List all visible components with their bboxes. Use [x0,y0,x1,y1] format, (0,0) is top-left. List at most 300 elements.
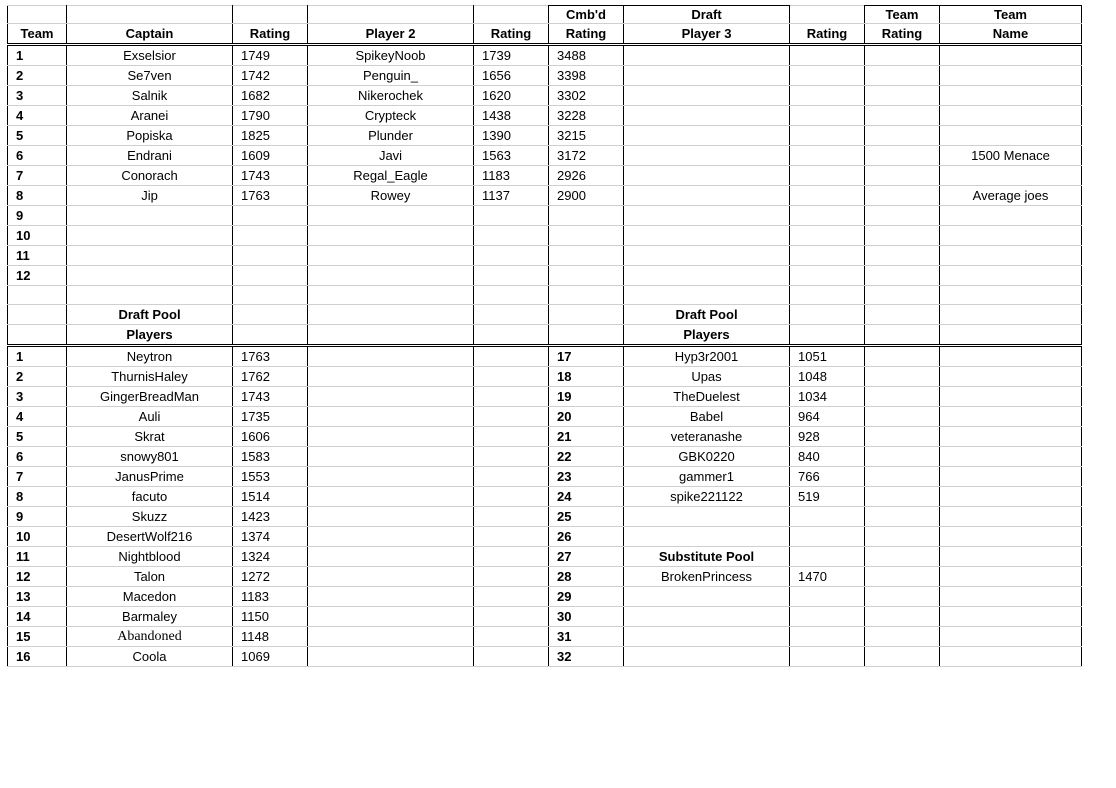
empty-cell[interactable] [308,567,474,587]
team-team-cell[interactable]: 1 [8,45,67,66]
empty-cell[interactable] [940,647,1082,667]
pool-rating-cell[interactable]: 1583 [233,447,308,467]
team-player2-cell[interactable]: Crypteck [308,106,474,126]
team-captain-cell[interactable]: Salnik [67,86,233,106]
pool-rating-cell[interactable]: 1423 [233,507,308,527]
header-cell[interactable] [308,6,474,24]
team-team-name-cell[interactable] [940,206,1082,226]
empty-cell[interactable] [308,367,474,387]
team-team-rating-cell[interactable] [865,45,940,66]
empty-cell[interactable] [308,587,474,607]
team-rating-cell[interactable] [233,246,308,266]
team-team-rating-cell[interactable] [865,66,940,86]
team-team-name-cell[interactable]: 1500 Menace [940,146,1082,166]
team-combined-cell[interactable] [549,206,624,226]
pool-rating-cell[interactable]: 1553 [233,467,308,487]
empty-cell[interactable] [940,607,1082,627]
team-rating-cell[interactable]: 1790 [233,106,308,126]
pool-player-cell[interactable]: GBK0220 [624,447,790,467]
empty-cell[interactable] [308,607,474,627]
pool-player-cell[interactable]: spike221122 [624,487,790,507]
team-team-rating-cell[interactable] [865,206,940,226]
team-team-rating-cell[interactable] [865,266,940,286]
team-team-cell[interactable]: 11 [8,246,67,266]
header-cell[interactable]: Rating [865,24,940,45]
team-captain-cell[interactable]: Popiska [67,126,233,146]
empty-cell[interactable] [8,325,67,346]
empty-cell[interactable] [940,487,1082,507]
team-rating2-cell[interactable]: 1390 [474,126,549,146]
team-player2-cell[interactable]: SpikeyNoob [308,45,474,66]
pool-player-cell[interactable] [624,507,790,527]
pool-player-cell[interactable]: Hyp3r2001 [624,346,790,367]
pool-rating-cell[interactable]: 1763 [233,346,308,367]
team-player3-cell[interactable] [624,45,790,66]
pool-rating-cell[interactable]: 1051 [790,346,865,367]
empty-cell[interactable] [474,427,549,447]
pool-rating-cell[interactable]: 1048 [790,367,865,387]
team-rating-cell[interactable]: 1763 [233,186,308,206]
empty-cell[interactable] [474,567,549,587]
pool-number-cell[interactable]: 11 [8,547,67,567]
team-combined-cell[interactable]: 3215 [549,126,624,146]
team-team-cell[interactable]: 7 [8,166,67,186]
pool-number-cell[interactable]: 31 [549,627,624,647]
pool-player-cell[interactable]: Coola [67,647,233,667]
empty-cell[interactable] [865,487,940,507]
pool-number-cell[interactable]: 2 [8,367,67,387]
pool-subtitle-cell[interactable]: Players [67,325,233,346]
empty-cell[interactable] [865,547,940,567]
header-cell[interactable]: Draft [624,6,790,24]
pool-rating-cell[interactable]: 1762 [233,367,308,387]
empty-cell[interactable] [474,547,549,567]
pool-rating-cell[interactable]: 1272 [233,567,308,587]
pool-number-cell[interactable]: 8 [8,487,67,507]
team-captain-cell[interactable]: Exselsior [67,45,233,66]
empty-cell[interactable] [549,325,624,346]
team-captain-cell[interactable] [67,206,233,226]
empty-cell[interactable] [865,305,940,325]
pool-number-cell[interactable]: 15 [8,627,67,647]
team-captain-cell[interactable]: Endrani [67,146,233,166]
team-combined-cell[interactable]: 3172 [549,146,624,166]
pool-rating-cell[interactable] [790,507,865,527]
empty-cell[interactable] [474,325,549,346]
header-cell[interactable]: Name [940,24,1082,45]
team-player3-cell[interactable] [624,86,790,106]
empty-cell[interactable] [865,647,940,667]
team-team-cell[interactable]: 12 [8,266,67,286]
team-rating3-cell[interactable] [790,126,865,146]
pool-player-cell[interactable]: TheDuelest [624,387,790,407]
team-combined-cell[interactable]: 3302 [549,86,624,106]
team-rating2-cell[interactable]: 1438 [474,106,549,126]
pool-player-cell[interactable]: DesertWolf216 [67,527,233,547]
empty-cell[interactable] [474,487,549,507]
pool-number-cell[interactable]: 1 [8,346,67,367]
header-cell[interactable] [8,6,67,24]
team-rating2-cell[interactable] [474,266,549,286]
pool-player-cell[interactable]: ThurnisHaley [67,367,233,387]
header-cell[interactable]: Rating [233,24,308,45]
header-cell[interactable]: Team [940,6,1082,24]
team-rating-cell[interactable]: 1609 [233,146,308,166]
pool-player-cell[interactable]: Skuzz [67,507,233,527]
empty-cell[interactable] [549,305,624,325]
team-player3-cell[interactable] [624,146,790,166]
pool-rating-cell[interactable]: 1069 [233,647,308,667]
pool-number-cell[interactable]: 22 [549,447,624,467]
team-rating-cell[interactable] [233,266,308,286]
empty-cell[interactable] [474,286,549,305]
empty-cell[interactable] [624,286,790,305]
empty-cell[interactable] [308,627,474,647]
empty-cell[interactable] [474,647,549,667]
header-cell[interactable]: Rating [549,24,624,45]
empty-cell[interactable] [865,627,940,647]
team-rating-cell[interactable]: 1682 [233,86,308,106]
pool-number-cell[interactable]: 30 [549,607,624,627]
pool-rating-cell[interactable]: 519 [790,487,865,507]
empty-cell[interactable] [308,387,474,407]
team-rating-cell[interactable] [233,206,308,226]
empty-cell[interactable] [940,286,1082,305]
team-captain-cell[interactable]: Se7ven [67,66,233,86]
pool-title-cell[interactable]: Draft Pool [67,305,233,325]
empty-cell[interactable] [308,487,474,507]
pool-rating-cell[interactable]: 1743 [233,387,308,407]
team-team-cell[interactable]: 5 [8,126,67,146]
pool-player-cell[interactable]: Abandoned [67,627,233,647]
team-player2-cell[interactable]: Penguin_ [308,66,474,86]
pool-number-cell[interactable]: 3 [8,387,67,407]
empty-cell[interactable] [474,527,549,547]
empty-cell[interactable] [940,305,1082,325]
team-team-rating-cell[interactable] [865,186,940,206]
empty-cell[interactable] [940,547,1082,567]
team-player2-cell[interactable]: Plunder [308,126,474,146]
team-rating3-cell[interactable] [790,266,865,286]
empty-cell[interactable] [474,367,549,387]
team-player2-cell[interactable] [308,266,474,286]
empty-cell[interactable] [865,407,940,427]
team-rating-cell[interactable]: 1743 [233,166,308,186]
team-player3-cell[interactable] [624,206,790,226]
team-player2-cell[interactable]: Nikerochek [308,86,474,106]
pool-rating-cell[interactable] [790,547,865,567]
pool-player-cell[interactable]: BrokenPrincess [624,567,790,587]
pool-player-cell[interactable]: veteranashe [624,427,790,447]
empty-cell[interactable] [308,325,474,346]
empty-cell[interactable] [940,325,1082,346]
team-player3-cell[interactable] [624,226,790,246]
empty-cell[interactable] [8,286,67,305]
header-cell[interactable]: Team [8,24,67,45]
pool-rating-cell[interactable]: 1183 [233,587,308,607]
empty-cell[interactable] [865,387,940,407]
empty-cell[interactable] [865,587,940,607]
empty-cell[interactable] [308,547,474,567]
team-team-cell[interactable]: 3 [8,86,67,106]
team-rating-cell[interactable]: 1742 [233,66,308,86]
pool-player-cell[interactable]: Auli [67,407,233,427]
empty-cell[interactable] [865,607,940,627]
team-combined-cell[interactable]: 2900 [549,186,624,206]
pool-rating-cell[interactable]: 766 [790,467,865,487]
team-rating2-cell[interactable]: 1563 [474,146,549,166]
team-team-name-cell[interactable] [940,246,1082,266]
header-cell[interactable]: Rating [790,24,865,45]
team-player3-cell[interactable] [624,126,790,146]
team-captain-cell[interactable] [67,226,233,246]
empty-cell[interactable] [474,607,549,627]
pool-number-cell[interactable]: 28 [549,567,624,587]
team-rating2-cell[interactable] [474,246,549,266]
pool-number-cell[interactable]: 4 [8,407,67,427]
team-rating3-cell[interactable] [790,146,865,166]
team-rating3-cell[interactable] [790,106,865,126]
team-combined-cell[interactable]: 2926 [549,166,624,186]
header-cell[interactable]: Player 3 [624,24,790,45]
team-team-name-cell[interactable] [940,266,1082,286]
pool-player-cell[interactable]: Neytron [67,346,233,367]
header-cell[interactable] [67,6,233,24]
pool-rating-cell[interactable]: 1606 [233,427,308,447]
pool-number-cell[interactable]: 7 [8,467,67,487]
team-team-name-cell[interactable] [940,126,1082,146]
team-rating2-cell[interactable]: 1739 [474,45,549,66]
team-team-name-cell[interactable] [940,226,1082,246]
empty-cell[interactable] [308,286,474,305]
pool-rating-cell[interactable]: 1374 [233,527,308,547]
pool-number-cell[interactable]: 26 [549,527,624,547]
team-rating2-cell[interactable]: 1137 [474,186,549,206]
empty-cell[interactable] [865,367,940,387]
pool-player-cell[interactable] [624,627,790,647]
team-player2-cell[interactable]: Regal_Eagle [308,166,474,186]
pool-player-cell[interactable]: Babel [624,407,790,427]
pool-player-cell[interactable]: gammer1 [624,467,790,487]
pool-number-cell[interactable]: 6 [8,447,67,467]
team-rating2-cell[interactable] [474,226,549,246]
pool-rating-cell[interactable]: 1514 [233,487,308,507]
empty-cell[interactable] [474,346,549,367]
empty-cell[interactable] [233,325,308,346]
empty-cell[interactable] [790,286,865,305]
header-cell[interactable]: Player 2 [308,24,474,45]
pool-player-cell[interactable]: Macedon [67,587,233,607]
pool-rating-cell[interactable]: 928 [790,427,865,447]
team-combined-cell[interactable]: 3488 [549,45,624,66]
team-team-rating-cell[interactable] [865,146,940,166]
team-player3-cell[interactable] [624,66,790,86]
empty-cell[interactable] [474,447,549,467]
empty-cell[interactable] [474,587,549,607]
pool-number-cell[interactable]: 17 [549,346,624,367]
team-rating-cell[interactable]: 1825 [233,126,308,146]
pool-number-cell[interactable]: 23 [549,467,624,487]
empty-cell[interactable] [865,467,940,487]
pool-number-cell[interactable]: 14 [8,607,67,627]
empty-cell[interactable] [940,567,1082,587]
team-player2-cell[interactable] [308,206,474,226]
pool-rating-cell[interactable]: 1324 [233,547,308,567]
empty-cell[interactable] [67,286,233,305]
pool-player-cell[interactable]: Upas [624,367,790,387]
team-rating3-cell[interactable] [790,166,865,186]
pool-number-cell[interactable]: 18 [549,367,624,387]
empty-cell[interactable] [474,507,549,527]
team-captain-cell[interactable] [67,266,233,286]
pool-rating-cell[interactable]: 964 [790,407,865,427]
pool-player-cell[interactable] [624,607,790,627]
team-rating3-cell[interactable] [790,246,865,266]
pool-player-cell[interactable] [624,647,790,667]
empty-cell[interactable] [790,325,865,346]
team-combined-cell[interactable]: 3398 [549,66,624,86]
empty-cell[interactable] [474,407,549,427]
team-rating3-cell[interactable] [790,206,865,226]
empty-cell[interactable] [940,507,1082,527]
empty-cell[interactable] [940,407,1082,427]
empty-cell[interactable] [308,467,474,487]
team-team-rating-cell[interactable] [865,226,940,246]
team-player3-cell[interactable] [624,166,790,186]
empty-cell[interactable] [474,627,549,647]
empty-cell[interactable] [474,467,549,487]
pool-number-cell[interactable]: 12 [8,567,67,587]
empty-cell[interactable] [308,427,474,447]
team-captain-cell[interactable]: Jip [67,186,233,206]
team-player3-cell[interactable] [624,186,790,206]
empty-cell[interactable] [940,367,1082,387]
team-team-cell[interactable]: 8 [8,186,67,206]
team-team-name-cell[interactable] [940,166,1082,186]
team-rating3-cell[interactable] [790,86,865,106]
pool-player-cell[interactable]: snowy801 [67,447,233,467]
team-player2-cell[interactable]: Rowey [308,186,474,206]
header-cell[interactable] [790,6,865,24]
pool-number-cell[interactable]: 13 [8,587,67,607]
empty-cell[interactable] [474,387,549,407]
pool-title-cell[interactable]: Draft Pool [624,305,790,325]
team-team-rating-cell[interactable] [865,86,940,106]
team-combined-cell[interactable] [549,266,624,286]
team-rating3-cell[interactable] [790,45,865,66]
header-cell[interactable]: Cmb'd [549,6,624,24]
team-team-name-cell[interactable] [940,66,1082,86]
team-rating2-cell[interactable] [474,206,549,226]
pool-number-cell[interactable]: 29 [549,587,624,607]
pool-number-cell[interactable]: 9 [8,507,67,527]
pool-player-cell[interactable]: Talon [67,567,233,587]
empty-cell[interactable] [865,447,940,467]
empty-cell[interactable] [865,346,940,367]
team-team-cell[interactable]: 2 [8,66,67,86]
pool-number-cell[interactable]: 25 [549,507,624,527]
pool-rating-cell[interactable] [790,607,865,627]
team-rating2-cell[interactable]: 1656 [474,66,549,86]
empty-cell[interactable] [865,427,940,447]
empty-cell[interactable] [549,286,624,305]
empty-cell[interactable] [233,305,308,325]
empty-cell[interactable] [940,387,1082,407]
team-captain-cell[interactable]: Aranei [67,106,233,126]
team-player3-cell[interactable] [624,246,790,266]
pool-player-cell[interactable]: Nightblood [67,547,233,567]
pool-subtitle-cell[interactable]: Players [624,325,790,346]
pool-player-cell[interactable] [624,527,790,547]
pool-number-cell[interactable]: 32 [549,647,624,667]
team-team-name-cell[interactable]: Average joes [940,186,1082,206]
empty-cell[interactable] [865,507,940,527]
team-player2-cell[interactable]: Javi [308,146,474,166]
empty-cell[interactable] [308,305,474,325]
empty-cell[interactable] [940,467,1082,487]
pool-rating-cell[interactable] [790,647,865,667]
pool-number-cell[interactable]: 27 [549,547,624,567]
team-team-name-cell[interactable] [940,106,1082,126]
empty-cell[interactable] [865,325,940,346]
team-rating3-cell[interactable] [790,226,865,246]
empty-cell[interactable] [940,427,1082,447]
empty-cell[interactable] [940,346,1082,367]
pool-rating-cell[interactable]: 1034 [790,387,865,407]
team-team-cell[interactable]: 6 [8,146,67,166]
team-combined-cell[interactable]: 3228 [549,106,624,126]
empty-cell[interactable] [940,587,1082,607]
pool-player-cell[interactable]: Barmaley [67,607,233,627]
empty-cell[interactable] [308,527,474,547]
team-player3-cell[interactable] [624,266,790,286]
team-captain-cell[interactable]: Conorach [67,166,233,186]
team-player3-cell[interactable] [624,106,790,126]
empty-cell[interactable] [308,647,474,667]
header-cell[interactable] [233,6,308,24]
pool-number-cell[interactable]: 5 [8,427,67,447]
pool-player-cell[interactable]: Skrat [67,427,233,447]
pool-rating-cell[interactable] [790,527,865,547]
pool-player-cell[interactable]: GingerBreadMan [67,387,233,407]
empty-cell[interactable] [308,346,474,367]
pool-rating-cell[interactable]: 840 [790,447,865,467]
empty-cell[interactable] [865,286,940,305]
empty-cell[interactable] [308,407,474,427]
empty-cell[interactable] [940,627,1082,647]
team-player2-cell[interactable] [308,246,474,266]
team-combined-cell[interactable] [549,246,624,266]
pool-player-cell[interactable]: JanusPrime [67,467,233,487]
pool-number-cell[interactable]: 24 [549,487,624,507]
empty-cell[interactable] [233,286,308,305]
team-team-rating-cell[interactable] [865,126,940,146]
pool-number-cell[interactable]: 10 [8,527,67,547]
pool-player-cell[interactable] [624,587,790,607]
empty-cell[interactable] [865,567,940,587]
team-rating-cell[interactable]: 1749 [233,45,308,66]
pool-rating-cell[interactable]: 1470 [790,567,865,587]
empty-cell[interactable] [790,305,865,325]
pool-player-cell[interactable]: Substitute Pool [624,547,790,567]
header-cell[interactable]: Rating [474,24,549,45]
team-team-rating-cell[interactable] [865,106,940,126]
empty-cell[interactable] [308,447,474,467]
team-team-cell[interactable]: 10 [8,226,67,246]
empty-cell[interactable] [940,447,1082,467]
pool-rating-cell[interactable] [790,587,865,607]
team-rating2-cell[interactable]: 1620 [474,86,549,106]
